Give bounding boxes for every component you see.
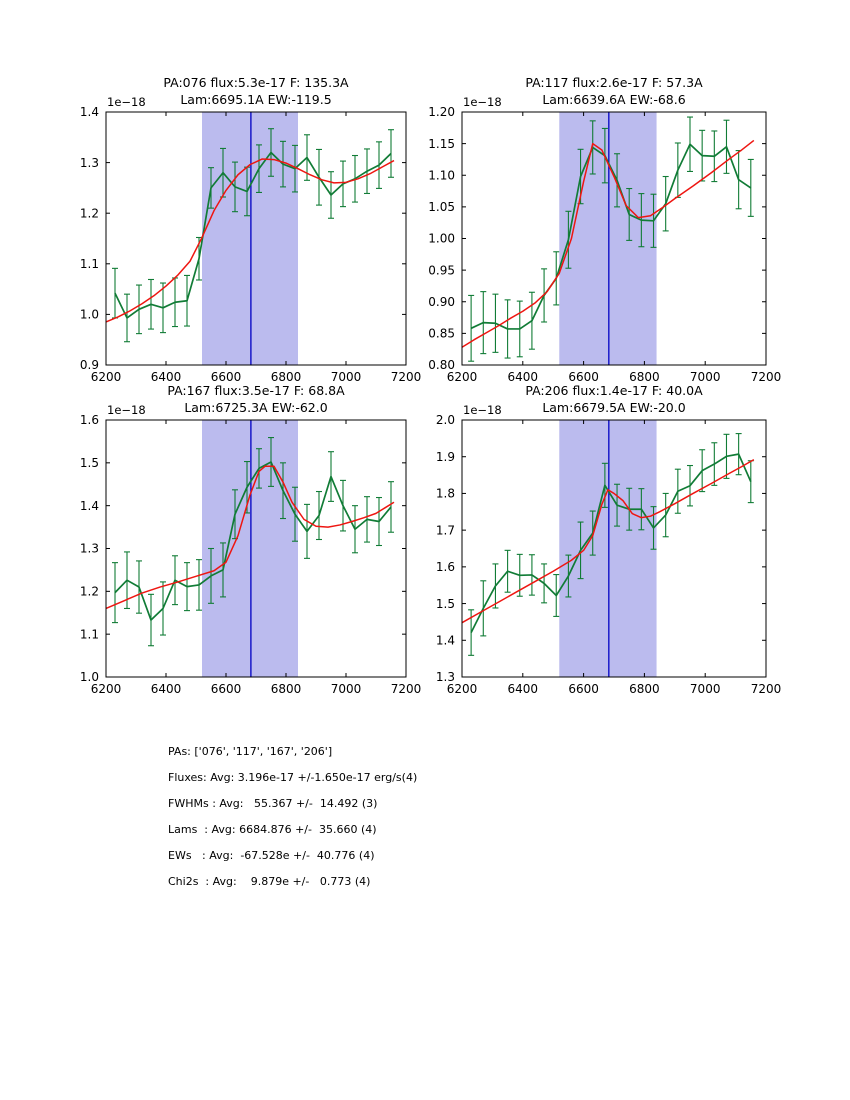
x-tick-label: 6600	[210, 682, 242, 696]
y-axis-offset-label: 1e−18	[463, 403, 502, 417]
x-tick-label: 7200	[750, 370, 782, 384]
y-tick-label: 1.2	[79, 584, 99, 599]
x-tick-label: 6400	[150, 370, 182, 384]
y-tick-label: 1.00	[428, 231, 455, 246]
summary-line-lams: Lams : Avg: 6684.876 +/- 35.660 (4)	[168, 823, 377, 836]
y-tick-label: 1.5	[435, 596, 455, 611]
fit-region-band	[559, 420, 656, 677]
x-tick-label: 6400	[507, 682, 539, 696]
x-tick-label: 6800	[270, 370, 302, 384]
summary-line-fwhms: FWHMs : Avg: 55.367 +/- 14.492 (3)	[168, 797, 378, 810]
subplot-pa206	[436, 413, 781, 696]
subplot-title-line1: PA:076 flux:5.3e-17 F: 135.3A	[163, 75, 349, 90]
y-tick-label: 0.95	[428, 263, 455, 278]
y-tick-label: 1.6	[79, 413, 99, 428]
subplot-title-line2: Lam:6695.1A EW:-119.5	[180, 92, 332, 107]
y-axis-offset-label: 1e−18	[107, 403, 146, 417]
y-tick-label: 0.80	[428, 358, 455, 373]
subplot-title-line2: Lam:6679.5A EW:-20.0	[542, 400, 686, 415]
y-tick-label: 1.4	[79, 498, 99, 513]
summary-line-fluxes: Fluxes: Avg: 3.196e-17 +/-1.650e-17 erg/s(4)	[168, 771, 418, 784]
y-tick-label: 1.20	[428, 105, 455, 120]
y-tick-label: 1.4	[79, 105, 99, 120]
y-tick-label: 1.4	[435, 633, 455, 648]
x-tick-label: 6600	[568, 370, 599, 384]
subplot-pa076	[80, 105, 421, 384]
y-tick-label: 1.3	[79, 541, 99, 556]
x-tick-label: 6200	[90, 370, 122, 384]
x-tick-label: 6600	[568, 682, 599, 696]
summary-line-ews: EWs : Avg: -67.528e +/- 40.776 (4)	[168, 849, 375, 862]
subplot-title-line2: Lam:6725.3A EW:-62.0	[184, 400, 328, 415]
subplot-title-pa076	[106, 74, 406, 108]
y-tick-label: 1.10	[428, 168, 455, 183]
y-tick-label: 0.90	[428, 294, 455, 309]
x-tick-label: 6400	[150, 682, 182, 696]
subplot-title-line2: Lam:6639.6A EW:-68.6	[542, 92, 686, 107]
y-tick-label: 1.1	[79, 257, 99, 271]
x-tick-label: 7000	[689, 370, 721, 384]
x-tick-label: 7000	[330, 370, 362, 384]
fit-region-band	[202, 420, 298, 677]
y-tick-label: 1.3	[435, 670, 455, 685]
summary-line-chi2s: Chi2s : Avg: 9.879e +/- 0.773 (4)	[168, 875, 371, 888]
x-tick-label: 7200	[390, 682, 422, 696]
subplot-pa167	[80, 413, 421, 696]
x-tick-label: 6200	[446, 682, 478, 696]
y-tick-label: 1.7	[435, 523, 455, 538]
y-tick-label: 1.1	[79, 627, 99, 642]
y-tick-label: 1.0	[79, 307, 99, 322]
y-tick-label: 0.9	[79, 358, 99, 373]
fit-region-band	[202, 112, 298, 365]
y-tick-label: 1.5	[79, 456, 99, 471]
subplot-title-pa117	[462, 74, 766, 108]
summary-line-pas: PAs: ['076', '117', '167', '206']	[168, 745, 333, 758]
x-tick-label: 7200	[750, 682, 782, 696]
y-tick-label: 1.0	[79, 670, 99, 685]
y-tick-label: 1.6	[435, 560, 455, 575]
subplot-pa117	[428, 105, 781, 384]
x-tick-label: 6400	[507, 370, 539, 384]
fit-region-band	[559, 112, 656, 365]
y-tick-label: 1.9	[435, 449, 455, 464]
subplot-title-line1: PA:206 flux:1.4e-17 F: 40.0A	[525, 383, 703, 398]
x-tick-label: 7000	[689, 682, 721, 696]
y-tick-label: 1.8	[435, 486, 455, 501]
y-tick-label: 2.0	[435, 413, 455, 428]
x-tick-label: 6800	[270, 682, 302, 696]
y-tick-label: 1.2	[79, 206, 99, 221]
x-tick-label: 7200	[390, 370, 422, 384]
y-axis-offset-label: 1e−18	[107, 95, 146, 109]
subplot-title-line1: PA:117 flux:2.6e-17 F: 57.3A	[525, 75, 703, 90]
y-tick-label: 0.85	[428, 326, 455, 341]
subplot-title-pa167	[106, 382, 406, 416]
x-tick-label: 6200	[90, 682, 122, 696]
y-axis-offset-label: 1e−18	[463, 95, 502, 109]
x-tick-label: 6800	[629, 370, 660, 384]
subplot-title-line1: PA:167 flux:3.5e-17 F: 68.8A	[167, 383, 345, 398]
subplot-title-pa206	[462, 382, 766, 416]
x-tick-label: 6200	[446, 370, 478, 384]
x-tick-label: 7000	[330, 682, 362, 696]
y-tick-label: 1.3	[79, 155, 99, 170]
x-tick-label: 6800	[629, 682, 660, 696]
x-tick-label: 6600	[210, 370, 242, 384]
y-tick-label: 1.15	[428, 136, 455, 151]
y-tick-label: 1.05	[428, 200, 455, 215]
